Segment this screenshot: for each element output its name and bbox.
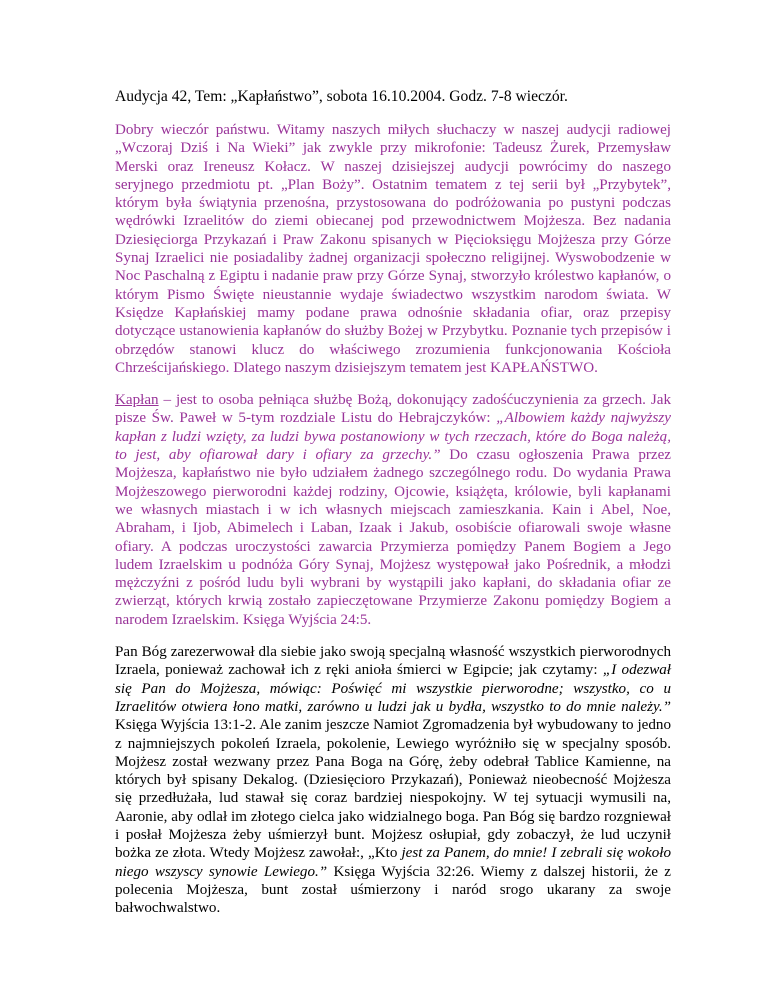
definition-text: – jest to osoba pełniąca służbę Bożą, dokonujący zadośćuczynienia za grzech. Jak pisze Św. Paweł w 5-tym rozdziale Listu do Hebrajczyków: [115, 392, 671, 427]
term-kaplan: Kapłan [115, 392, 159, 409]
exodus-13-quote: „I odezwał się Pan do Mojżesza, mówiąc: Poświęć mi wszystkie pierworodne; wszystko, co u Izraelitów otwiera łono matki, zarówno u ludzi jak u bydła, wszystko to do mnie należy.” [115, 662, 672, 715]
intro-paragraph: Dobry wieczór państwu. Witamy naszych miłych słuchaczy w naszej audycji radiowej „Wczoraj Dziś i Na Wieki” jak zwykle przy mikrofonie: Tadeusz Żurek, Przemysław Merski oraz Ireneusz Kołacz. W naszej dzisiejszej audycji powrócimy do naszego seryjnego przedmiotu pt. „Plan Boży”. Ostatnim tematem z tej serii był „Przybytek”, którym była świątynia przenośna, przystosowana do podróżowania po pustyni podczas wędrówki Izraelitów do ziemi obiecanej pod przewodnictwem Mojżesza. Bez nadania Dziesięciorga Przykazań i Praw Zakonu spisanych w Pięcioksięgu Mojżesza przy Górze Synaj Izraelici nie posiadaliby żadnej organizacji społeczno religijnej. Wyswobodzenie w Noc Paschalną z Egiptu i nadanie praw przy Górze Synaj, stworzyło królestwo kapłanów, o którym Pismo Święte nieustannie wydaje świadectwo wszystkim narodom świata. W Księdze Kapłańskiej mamy podane prawa odnośnie składania ofiar, oraz przepisy dotyczące ustanowienia kapłanów do służby Bożej w Przybytku. Poznanie tych przepisów i obrzędów stanowi klucz do właściwego zrozumienia funkcjonowania Kościoła Chrześcijańskiego. Dlatego naszym dzisiejszym tematem jest KAPŁAŃSTWO. [115, 122, 671, 376]
firstborn-paragraph [115, 643, 671, 917]
broadcast-header: Audycja 42, Tem: „Kapłaństwo”, sobota 16.10.2004. Godz. 7-8 wieczór. [115, 88, 568, 105]
closing-text: Księga Wyjścia 32:26. Wiemy z dalszej historii, że z polecenia Mojżesza, bunt został uśmierzony i naród srogo ukarany za swoje bałwochwalstwo. [115, 863, 671, 917]
levi-text: Księga Wyjścia 13:1-2. Ale zanim jeszcze Namiot Zgromadzenia był wybudowany to jedno z najmniejszych pokoleń Izraela, pokolenie, Lewiego wyróżniło się w specjalny sposób. Mojżesz został wezwany przez Pana Boga na Górę, żeby odebrał Tablice Kamienne, na których był spisany Dekalog. (Dziesięcioro Przykazań), Ponieważ nieobecność Mojżesza się przedłużała, lud stawał się coraz bardziej niespokojny. W tej sytuacji wymusili na, Aaronie, aby odlał im złotego cielca jako widzialnego boga. Pan Bóg się bardzo rozgniewał i posłał Mojżesza żeby uśmierzył bunt. Mojżesz osłupiał, gdy zobaczył, że lud uczynił bożka ze złota. Wtedy Mojżesz zawołał:, „Kto [115, 717, 671, 862]
firstborn-text: Pan Bóg zarezerwował dla siebie jako swoją specjalną własność wszystkich pierworodnych Izraela, ponieważ zachował ich z ręki anioła śmierci w Egipcie; jak czytamy: [115, 644, 671, 679]
hebrews-quote: „Albowiem każdy najwyższy kapłan z ludzi wzięty, za ludzi bywa postanowiony w tych rzeczach, które do Boga należą, to jest, aby ofiarował dary i ofiary za grzechy.” [115, 410, 671, 464]
priesthood-history-text: Do czasu ogłoszenia Prawa przez Mojżesza, kapłaństwo nie było udziałem żadnego szczególnego rodu. Do wydania Prawa Mojżeszowego pierworodni każdej rodziny, Ojcowie, książęta, królowie, byli kapłanami we własnych miastach i w ich własnych miejscach zamieszkania. Kain i Abel, Noe, Abraham, i Ijob, Abimelech i Laban, Izaak i Jakub, osobiście ofiarowali swoje własne ofiary. A podczas uroczystości zawarcia Przymierza pomiędzy Panem Bogiem a Jego ludem Izraelskim u podnóża Góry Synaj, Mojżesz występował jako Pośrednik, a młodzi mężczyźni z pośród ludu byli wybrani by wystąpili jako kapłani, do składania ofiar ze zwierząt, których krwią zostało zapieczętowane Przymierze Zakonu pomiędzy Bogiem a narodem Izraelskim. Księga Wyjścia 24:5. [115, 447, 671, 628]
priest-definition-paragraph [115, 391, 671, 629]
exodus-32-quote: jest za Panem, do mnie! I zebrali się wokoło niego wszyscy synowie Lewiego.” [115, 845, 671, 880]
